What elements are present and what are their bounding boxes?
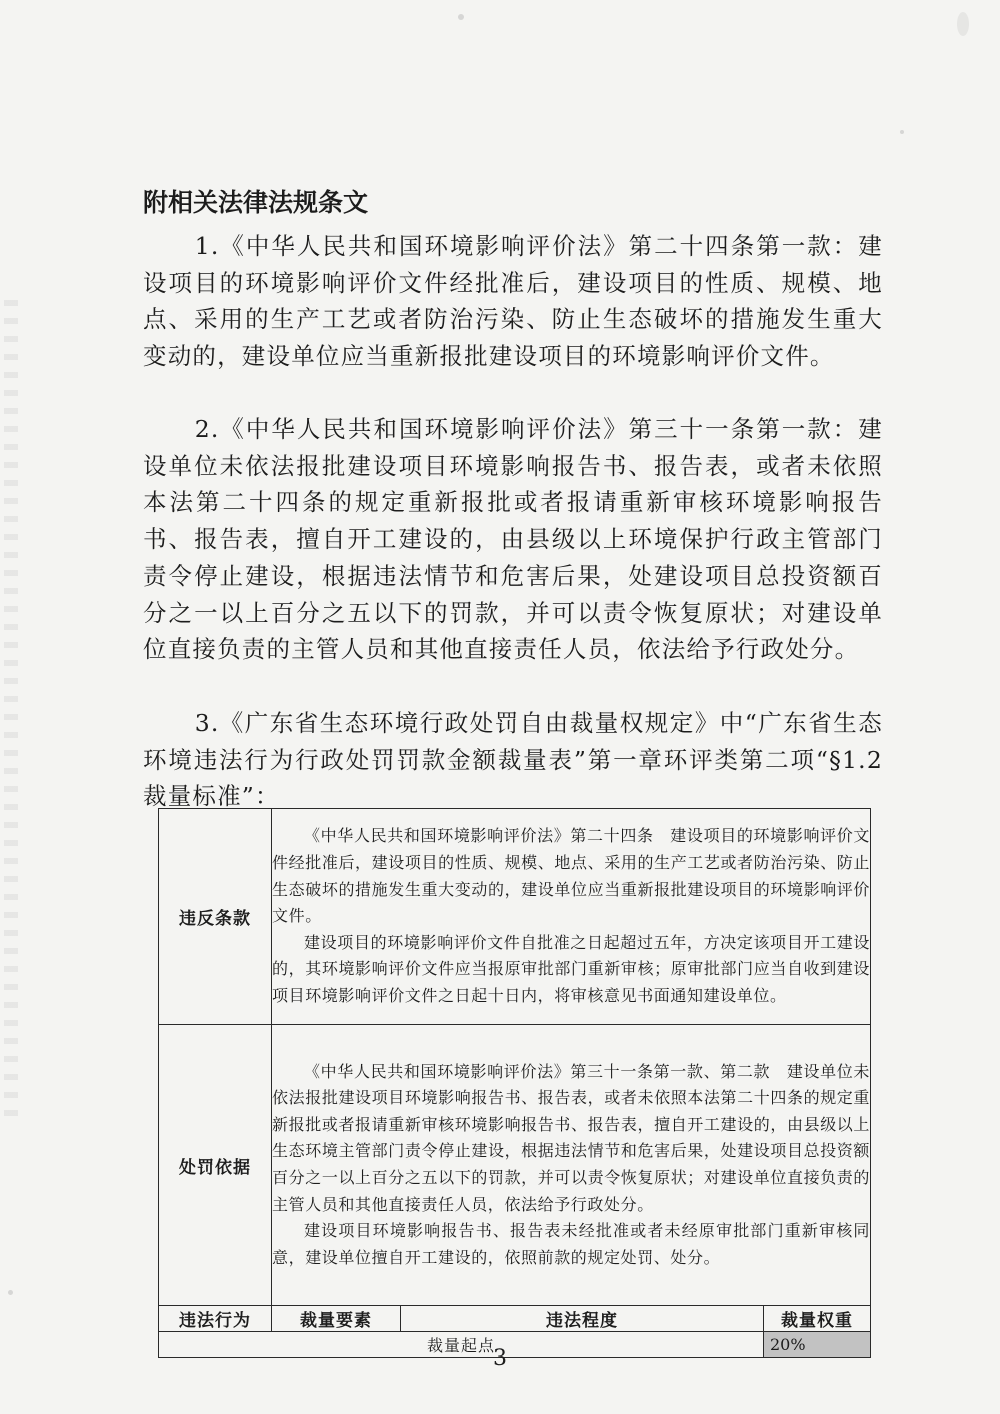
header-weight: 裁量权重: [764, 1306, 871, 1332]
penalty-basis-text-2: 建设项目环境影响报告书、报告表未经批准或者未经原审批部门重新审核同意，建设单位擅自开工建设的，依照前款的规定处罚、处分。: [272, 1221, 871, 1267]
violated-clause-content: [272, 809, 871, 1025]
page-heading: 附相关法律法规条文: [143, 188, 369, 217]
binding-marks: [4, 300, 18, 1120]
paragraph-3: 3.《广东省生态环境行政处罚自由裁量权规定》中“广东省生态环境违法行为行政处罚罚款金额裁量表”第一章环评类第二项“§1.2 裁量标准”：: [143, 709, 884, 811]
table-header-row: [159, 1306, 871, 1332]
violated-clause-text-1: 《中华人民共和国环境影响评价法》第二十四条 建设项目的环境影响评价文件经批准后，建设项目的性质、规模、地点、采用的生产工艺或者防治污染、防止生态破坏的措施发生重大变动的，建设单位应当重新报批建设项目的环境影响评价文件。: [272, 826, 871, 926]
scan-speck: [8, 1290, 13, 1295]
paragraph-2: 2.《中华人民共和国环境影响评价法》第三十一条第一款：建设单位未依法报批建设项目环境影响报告书、报告表，或者未依照本法第二十四条的规定重新报批或者报请重新审核环境影响报告书、报告表，擅自开工建设的，由县级以上环境保护行政主管部门责令停止建设，根据违法情节和危害后果，处建设项目总投资额百分之一以上百分之五以下的罚款，并可以责令恢复原状；对建设单位直接负责的主管人员和其他直接责任人员，依法给予行政处分。: [143, 415, 883, 664]
violated-clause-text-2: 建设项目的环境影响评价文件自批准之日起超过五年，方决定该项目开工建设的，其环境影响评价文件应当报原审批部门重新审核；原审批部门应当自收到建设项目环境影响评价文件之日起十日内，将审核意见书面通知建设单位。: [272, 932, 871, 1005]
violated-clause-row: [159, 809, 871, 1025]
start-label: 裁量起点: [159, 1332, 764, 1358]
penalty-basis-text-1: 《中华人民共和国环境影响评价法》第三十一条第一款、第二款 建设单位未依法报批建设项目环境影响报告书、报告表，或者未依照本法第二十四条的规定重新报批或者报请重新审核环境影响报告书、报告表，擅自开工建设的，由县级以上生态环境主管部门责令停止建设，根据违法情节和危害后果，处建设项目总投资额百分之一以上百分之五以下的罚款，并可以责令恢复原状；对建设单位直接负责的主管人员和其他直接责任人员，依法给予行政处分。: [272, 1061, 871, 1214]
scan-speck: [900, 130, 904, 134]
paragraph-1: 1.《中华人民共和国环境影响评价法》第二十四条第一款：建设项目的环境影响评价文件经批准后，建设项目的性质、规模、地点、采用的生产工艺或者防治污染、防止生态破坏的措施发生重大变动的，建设单位应当重新报批建设项目的环境影响评价文件。: [143, 232, 883, 371]
scan-speck: [458, 14, 464, 20]
scan-speck: [957, 12, 969, 36]
page-number: 3: [493, 1346, 507, 1371]
penalty-basis-content: [272, 1025, 871, 1306]
header-factor: 裁量要素: [272, 1306, 401, 1332]
header-degree: 违法程度: [401, 1306, 764, 1332]
violated-clause-label: 违反条款: [159, 809, 272, 1025]
start-weight: 20%: [764, 1332, 871, 1358]
discretion-table: [158, 808, 871, 1358]
penalty-basis-row: [159, 1025, 871, 1306]
penalty-basis-label: 处罚依据: [159, 1025, 272, 1306]
header-violation: 违法行为: [159, 1306, 272, 1332]
